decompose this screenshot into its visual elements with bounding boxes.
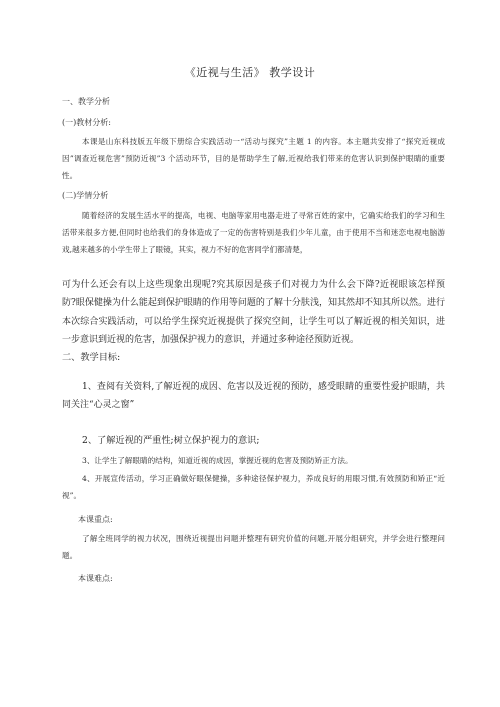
goal-1: 1、查阅有关资料,了解近视的成因、危害以及近视的预防，感受眼睛的重要性爱护眼睛，共同关注“心灵之窗” xyxy=(62,382,445,411)
section-2-heading: 二、教学目标: xyxy=(62,352,121,363)
goal-4: 4、开展宣传活动，学习正确做好眼保健操，多种途径保护视力，养成良好的用眼习惯,有效预防和矫正“近视”。 xyxy=(62,474,445,500)
section-1-heading: 一、教学分析 xyxy=(62,97,110,106)
section-1a-heading: (一)教材分析: xyxy=(62,118,111,127)
key-points-paragraph: 了解全班同学的视力状况，围绕近视提出问题并整理有研究价值的问题,开展分组研究，并学会进行整理问题。 xyxy=(62,534,445,560)
student-analysis-paragraph-small: 随着经济的发展生活水平的提高，电视、电脑等家用电器走进了寻常百姓的家中，它确实给我们的学习和生活带来很多方便,但同时也给我们的身体造成了一定的伤害特别是我们少年儿童，由于使用不当和迷恋电视电脑游戏,越来越多的小学生带上了眼镜，其实，视力不好的危害同学们都清楚， xyxy=(62,211,445,254)
document-title: 《近视与生活》 教学设计 xyxy=(184,66,316,79)
goal-3: 3、让学生了解眼睛的结构，知道近视的成因，掌握近视的危害及预防矫正方法。 xyxy=(82,456,353,465)
difficulty-heading: 本课难点: xyxy=(78,574,113,583)
student-analysis-paragraph-large: 可为什么还会有以上这些现象出现呢?究其原因是孩子们对视力为什么会下降?近视眼该怎样预防?眼保健操为什么能起到保护眼睛的作用等问题的了解十分肤浅，知其然却不知其所以然。进行本次综合实践活动，可以给学生探究近视提供了探究空间，让学生可以了解近视的相关知识，进一步意识到近视的危害，加强保护视力的意识，并通过多种途径预防近视。 xyxy=(62,280,445,346)
key-points-heading: 本课重点: xyxy=(78,515,113,524)
section-1b-heading: (二)学情分析 xyxy=(62,191,109,200)
goal-2: 2、了解近视的严重性;树立保护视力的意识; xyxy=(82,435,260,446)
textbook-analysis-paragraph: 本课是山东科技版五年级下册综合实践活动一“活动与探究”主题 1 的内容。本主题共安排了“探究近视成因”调查近视危害”预防近视”3 个活动环节，目的是帮助学生了解,近视给我们带来的危害认识到保护眼睛的重要性。 xyxy=(62,137,445,180)
